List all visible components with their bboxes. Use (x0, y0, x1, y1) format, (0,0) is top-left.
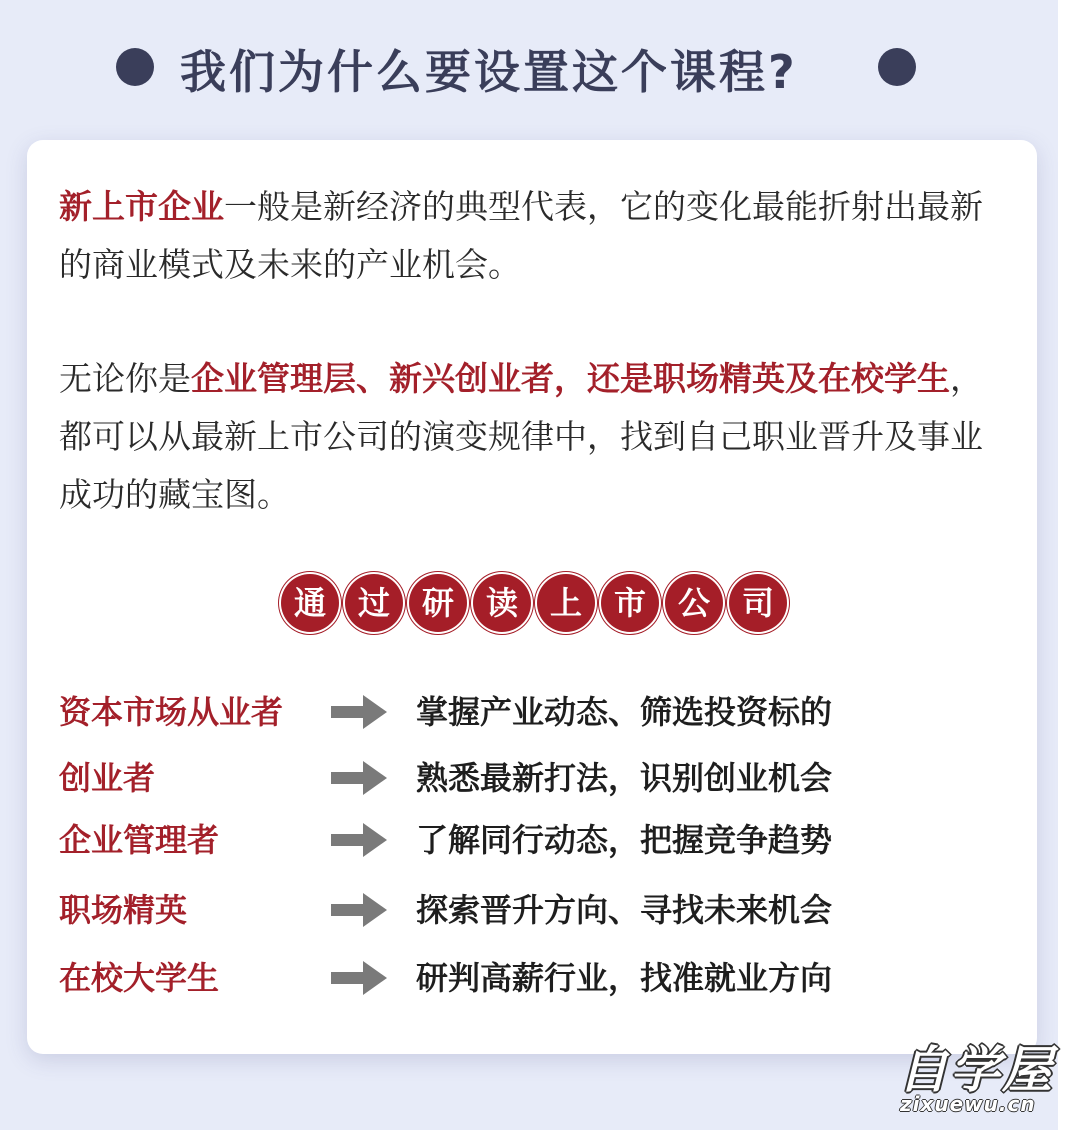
list-item (59, 686, 1019, 738)
watermark-cn: 自学屋 (898, 1041, 1054, 1099)
benefit-text: 了解同行动态，把握竞争趋势 (416, 821, 833, 859)
role-label: 企业管理者 (59, 821, 220, 859)
benefit-text: 熟悉最新打法，识别创业机会 (416, 759, 833, 797)
arrow-right-icon (329, 758, 389, 798)
badge-char: 公 (665, 574, 723, 632)
role-label: 创业者 (59, 759, 156, 797)
arrow-right-icon (329, 958, 389, 998)
badge-char: 司 (729, 574, 787, 632)
role-label: 在校大学生 (59, 959, 220, 997)
benefit-text: 探索晋升方向、寻找未来机会 (416, 891, 833, 929)
arrow-right-icon (329, 820, 389, 860)
benefit-text: 研判高薪行业，找准就业方向 (416, 959, 833, 997)
watermark-url: zixuewu.cn (900, 1092, 1036, 1116)
list-item (59, 952, 1019, 1004)
badge-char: 研 (409, 574, 467, 632)
badge-char: 通 (281, 574, 339, 632)
badge-char: 市 (601, 574, 659, 632)
right-edge-strip (1058, 0, 1080, 1130)
section-badge (281, 574, 801, 636)
role-label: 资本市场从业者 (59, 693, 284, 731)
section-header (0, 28, 1040, 108)
arrow-right-icon (329, 692, 389, 732)
badge-char: 过 (345, 574, 403, 632)
intro-highlight-2: 企业管理层、新兴创业者，还是职场精英及在校学生 (191, 359, 950, 398)
badge-char: 上 (537, 574, 595, 632)
intro-paragraph-1 (59, 178, 1004, 294)
benefit-text: 掌握产业动态、筛选投资标的 (416, 693, 833, 731)
intro-highlight-1: 新上市企业 (59, 187, 224, 226)
intro-text-1: 一般是新经济的典型代表，它的变化最能折射出最新的商业模式及未来的产业机会。 (59, 187, 983, 284)
role-label: 职场精英 (59, 891, 188, 929)
intro-text-2: ，都可以从最新上市公司的演变规律中，找到自己职业晋升及事业成功的藏宝图。 (59, 359, 983, 514)
watermark-logo (880, 1030, 1070, 1125)
page-title: 我们为什么要设置这个课程? (180, 45, 798, 99)
arrow-right-icon (329, 890, 389, 930)
list-item (59, 752, 1019, 804)
list-item (59, 884, 1019, 936)
intro-paragraph-2 (59, 350, 1004, 524)
content-card (27, 140, 1037, 1054)
bullet-dot-right-icon (878, 48, 916, 86)
list-item (59, 814, 1019, 866)
bullet-dot-left-icon (116, 48, 154, 86)
badge-char: 读 (473, 574, 531, 632)
intro-lead-2: 无论你是 (59, 359, 191, 398)
